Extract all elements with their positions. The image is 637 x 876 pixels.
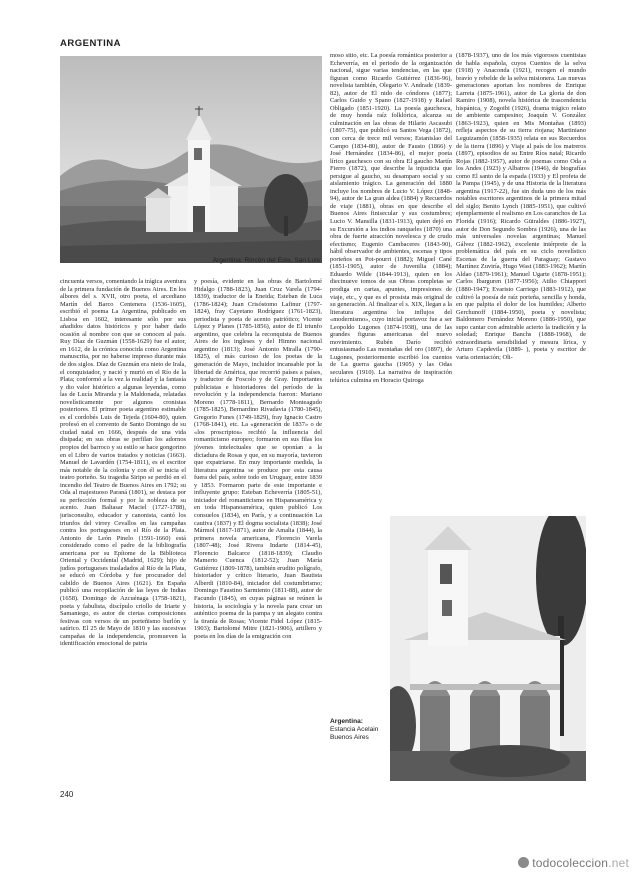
caption-acelain-line2: Buenos Aires [330, 734, 369, 741]
text-column-left [60, 278, 186, 788]
watermark-suffix: .net [608, 856, 629, 870]
watermark [518, 856, 629, 870]
text-column-middle [194, 278, 322, 788]
page [52, 28, 592, 828]
watermark-logo-icon [518, 857, 529, 868]
paragraph-new-generations: (1878-1937), uno de los más vigorosos cuentistas de habla española, cuyos Cuentos de la selva (1918) y Anaconda (1921), recogen el mundo bravío y rebelde de la selva misionera. Las nuevas generaciones aportan los nombres de Enrique Larreta (1875-1961), autor de La gloria de don Ramiro (1908), novela histórica de trascendencia hispánica, y Zogoibi (1926), drama trágico relato de ambiente campesino; Joaquín V. González (1863-1923), quien en Mis Montañas (1893) refleja aspectos de su tierra riojana; Martiniano Leguizamón (1858-1935) relata en sus Recuerdos de la tierra (1896) y Viaje al país de los matreros (1897), episodios de su Entre Ríos natal; Ricardo Rojas (1882-1957), autor de poemas como Oda a los Andes (1923) y Albatros (1946), de biografías como El santo de la espada (1933) y El profeta de la Pampa (1945), y de una Historia de la literatura argentina (1917-22), fue sin duda uno de los más notables escritores argentinos de la primera mitad del siglo; Benito Lynch (1885-1951), que cultivó ejemplarmente el realismo en Los caranchos de La Florida (1916); Ricardo Güiraldes (1886-1927), autor de Don Segundo Sombra (1926), una de las más universales novelas argentinas; Manuel Gálvez (1882-1962), excelente intérprete de la problemática del país en su ciclo novelístico Escenas de la guerra del Paraguay; Gustavo Martínez Zuviría, Hugo Wast (1883-1962); Martín Aldao (1879-1961); Manuel Ugarte (1878-1951); Carlos Ibarguren (1877-1956); Atilio Chiappori (1880-1947); Evaristo Carriego (1883-1912), que cultivó la poesía de raíz porteña, sencilla y honda, en que palpita el dolor de los humildes; Alberto Gerchunoff (1884-1950), poeta y novelista; Baldomero Fernández Moreno (1886-1950), que supo cantar con admirable acierto la tradición y la soledad; Enrique Banchs (1888-1968), de extraordinaria sensibilidad y mesura lírica, y Arturo Capdevila (1889- ), poeta y escritor de varia orientación; Oli- [456, 52, 586, 361]
church-landscape-illustration [60, 56, 322, 263]
paragraph-romanticism: moso sitio, etc. La poesía romántica posterior a Echeverría, en el periodo de la organización nacional, sigue varias tendencias, en las que figuran como Ricardo Gutiérrez (1836-96), novelista también, Olegario V. Andrade (1839-82), autor de El nido de cóndores (1877); Carlos Guido y Spano (1827-1918) y Rafael Obligado (1851-1920). La poesía gauchesca, de muy honda raíz folklórica, alcanza su culminación en las obras de Hilario Ascasubi (1807-75), que publicó su Santos Vega (1872), con cerca de trece mil versos; Estanislao del Campo (1834-80), autor de Fausto (1866) y José Hernández (1834-86), el mejor poeta lírico gauchesco con su obra El gaucho Martín Fierro (1872), que describe la injusticia que persigue al gaucho, su desamparo social y su aislamiento trágico. La generación del 1880 incluye los nombres de Lucio V. López (1848-94), autor de La gran aldea (1884) y Recuerdos de viaje (1881), obras en que describe el Buenos Aires finisecular y sus costumbres; Lucio V. Mansilla (1831-1913), quien dejó en su Excursión a los indios ranqueles (1870) una obra de fuerte atracción novelesca y de crudo efectismo; Eugenio Cambaceres (1843-90), hábil observador de ambientes, escenas y tipos porteños en Pot-pourri (1882); Miguel Cané (1851-1905), autor de Juvenilia (1884); Eduardo Wilde (1844-1913), quien en los diecinueve tomos de sus Obras completas se prodiga en cartas, apuntes, impresiones de viaje, etc., y que es el prosista más original de su generación. Al finalizar el s. XIX, llegan a la literatura argentina los influjos del «modernismo», cuyo inicial portavoz fue a ser Leopoldo Lugones (1874-1938), una de las grandes figuras americanas del nuevo movimiento. Rubén Darío recibió entusiasmado Las montañas del oro (1897), de Lugones, posteriormente escribió los cuentos de La guerra gaucha (1905) y las Odas seculares (1910). La narrativa de inspiración telúrica culmina en Horacio Quiroga [330, 52, 452, 384]
photo-estancia-acelain [390, 516, 586, 781]
text-column-upper-middle [330, 52, 452, 504]
caption-acelain-title: Argentina: [330, 718, 363, 725]
text-column-upper-right [456, 52, 586, 504]
paragraph-independence-writers: y poesía, evidente en las obras de Bartolomé Hidalgo (1788-1823), Juan Cruz Varela (1794-1839), traductor de la Eneida; Esteban de Luca (1786-1824); Juan Crisóstomo Lafinur (1797-1824), fray Cayetano Rodríguez (1761-1823), periodista y poeta de acento patriótico; Vicente López y Planes (1785-1856), autor de El triunfo argentino, que celebra la reconquista de Buenos Aires de los ingleses y del Himno nacional argentino (1813); José Antonio Miralla (1790-1825), el más curioso de los poetas de la generación de Mayo, incluidor incansable por la libertad de América, que recorrió países a países, y traductor de Foscolo y de Gray. Importantes publicistas e historiadores del período de la revolución y la independencia fueron: Mariano Moreno (1778-1811), Bernardo Monteagudo (1785-1825), Bernardino Rivadavia (1780-1845), Gregorio Funes (1749-1829), fray Ignacio Castro (1768-1841), etc. La «generación de 1837» o de «los proscriptos» recibió la influencia del romanticismo europeo; formaron en sus filas los jóvenes intelectuales que se oponían a la dictadura de Rosas y que, en su mayoría, tuvieron que expatriarse. En muy importante medida, la literatura argentina se produce por esta causa fuera del país, sobre todo en Uruguay, entre 1839 y 1853. Formaron parte de este importante e influyente grupo: Esteban Echeverría (1805-51), iniciador del romanticismo en Hispanoamérica y en toda Hispanoamérica, quien publicó Los consuelos (1834), en París, y a continuación La cautiva (1837) y El dogma socialista (1838); José Mármol (1817-1871), autor de Amalia (1844), la primera novela americana, Florencio Varela (1807-48); José Rivera Indarte (1814-45), Florencio Balcarce (1818-1839); Claudio Mamerto Cuenca (1812-52); Juan María Gutiérrez (1809-1878), también erudito polígrafo, historiador y crítico literario, Juan Bautista Alberdi (1810-84), iniciador del costumbrismo; Domingo Faustino Sarmiento (1811-88), autor de Facundo (1845), en cuyas páginas se reúnen la historia, la sociología y la novela para crear un auténtico poema de la pampa y un alegato contra la tiranía de Rosas; Vicente Fidel López (1815-1903); Bartolomé Mitre (1821-1906), artillero y poeta en los días de la emigración con [194, 278, 322, 640]
page-number: 240 [60, 790, 74, 799]
photo-rincon-del-este [60, 56, 322, 263]
caption-estancia-acelain [330, 718, 388, 742]
paragraph-colonial-literature: cincuenta versos, comentando la trágica aventura de la primera fundación de Buenos Aires. En los albores del s. XVII, otro poeta, el arcediano Martín del Barco Centenera (1536-1605), escribió el poema La Argentina, publicado en Lisboa en 1602, interesante sólo por sus añadidos datos históricos y por haber dado ocasión al nombre con que se conocen al país. Ruy Díaz de Guzmán (1558-1629) fue el autor, en 1612, de la crónica conocida como Argentina manuscrita, por no haberse impreso durante más de dos siglos. Díaz de Guzmán era nieto de Irala, el conquistador, y nació y murió en el Río de la Plata; conformó a la vez la realidad y la fantasía y dio valor histórico a algunas leyendas, como las de Lucía Miranda y la Maldonada, relatadas novelísticamente por algunos cronistas posteriores. El primer poeta argentino estimable es el cordobés Luis de Tejeda (1604-80), quien profesó en el convento de Santo Domingo de su ciudad natal en 1666, después de una vida disipada; en sus obras se perfilan los adornos propios del barroco y su estilo se hace gongorino en el Libro de varios tratados y noticias (1663). Manuel de Lavardén (1754-1811), es el escritor más notable de la colonia y con él se inicia el teatro porteño. Su tragedia Siripo se perdió en el incendio del Teatro de Buenos Aires en 1792; su Oda al majestuoso Paraná (1801), se destaca por su perfección formal y por la nobleza de su acento. Juan Baltasar Maciel (1727-1788), jurisconsulto, educador y canonista, cantó los triunfos del virrey Cevallos en las campañas contra los portugueses en el Río de la Plata. Antonio de León Pinelo (1591-1660) está considerado como el padre de la bibliografía americana por su Epítome de la Biblioteca Oriental y Occidental (Madrid, 1629); hijo de judíos portugueses trasladados al Río de la Plata, se educó en Córdoba y fue procurador del cabildo de Buenos Aires (1621). En España publicó una recopilación de las leyes de Indias (1658). Domingo de Azcuénaga (1758-1821), poeta y fabulista, discípulo criollo de Iriarte y Samaniego, es autor de ciertas composiciones festivas con versos de un porteñismo burlón y satírico. El 25 de Mayo de 1810 y las sucesivas campañas de la independencia, promueven la identificación emocional de patria [60, 278, 186, 648]
estancia-illustration [390, 516, 586, 781]
caption-san-luis: Argentina: Rincón del Este, San Luis [212, 257, 320, 264]
running-head: ARGENTINA [60, 38, 121, 49]
watermark-text: todocoleccion [532, 856, 609, 870]
caption-acelain-line1: Estancia Acelain [330, 726, 379, 733]
